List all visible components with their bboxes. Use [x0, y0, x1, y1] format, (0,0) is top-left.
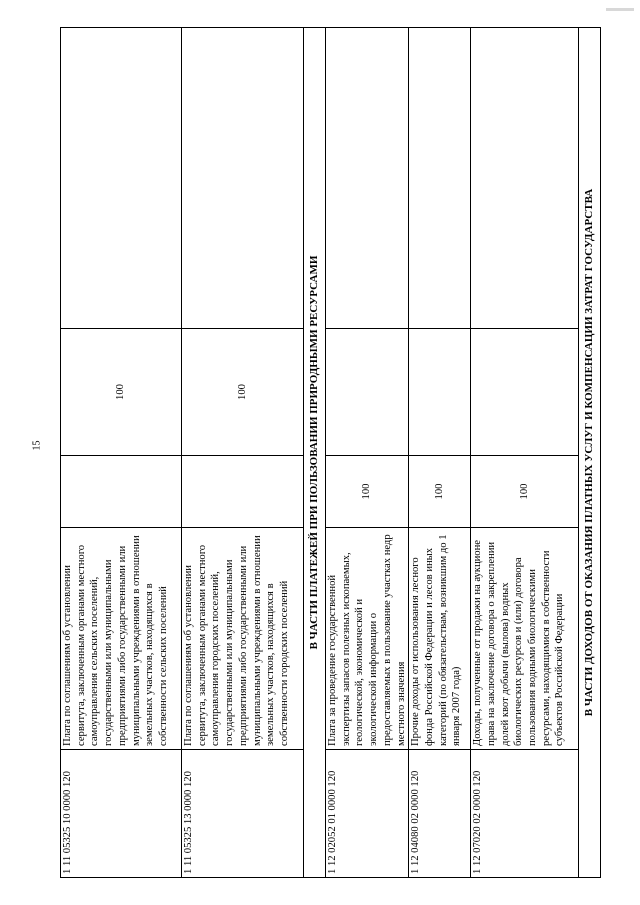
table-row: [61, 28, 182, 878]
revenue-description-cell: Доходы, полученные от продажи на аукционе права на заключение договора о закреплении долей квот добычи (вылова) водных биологических ресурсов и (или) договора пользования водными биологическими ресурсами, находящимися в собственности субъектов Российской Федерации: [471, 528, 579, 750]
share-cell-col4: 100: [182, 329, 304, 456]
section-title: В ЧАСТИ ДОХОДОВ ОТ ОКАЗАНИЯ ПЛАТНЫХ УСЛУГ И КОМПЕНСАЦИИ ЗАТРАТ ГОСУДАРСТВА: [579, 28, 601, 878]
share-cell-col3: [182, 456, 304, 528]
share-cell-col4: [471, 329, 579, 456]
section-title: В ЧАСТИ ПЛАТЕЖЕЙ ПРИ ПОЛЬЗОВАНИИ ПРИРОДНЫМИ РЕСУРСАМИ: [304, 28, 326, 878]
table-row: [326, 28, 409, 878]
share-cell-col3: 100: [326, 456, 409, 528]
share-cell-col5: [61, 28, 182, 329]
revenue-description-cell: Прочие доходы от использования лесного фонда Российской Федерации и лесов иных категорий (по обязательствам, возникшим до 1 января 2007 года): [409, 528, 471, 750]
table-row: [182, 28, 304, 878]
share-cell-col3: 100: [471, 456, 579, 528]
share-cell-col5: [182, 28, 304, 329]
share-cell-col5: [326, 28, 409, 329]
revenue-code-cell: 1 12 02052 01 0000 120: [326, 750, 409, 878]
revenue-code-cell: 1 11 05325 10 0000 120: [61, 750, 182, 878]
revenue-code-cell: 1 11 05325 13 0000 120: [182, 750, 304, 878]
revenue-code-cell: 1 12 07020 02 0000 120: [471, 750, 579, 878]
revenue-description-cell: Плата по соглашениям об установлении сервитута, заключенным органами местного самоуправления сельских поселений, государственными или муниципальными предприятиями либо государственными или муниципальными учреждениями в отношении земельных участков, находящихся в собственности сельских поселений: [61, 528, 182, 750]
share-cell-col5: [409, 28, 471, 329]
share-cell-col3: 100: [409, 456, 471, 528]
scan-artifact: [606, 8, 634, 11]
share-cell-col4: [326, 329, 409, 456]
share-cell-col4: [409, 329, 471, 456]
table-body: [61, 28, 601, 878]
revenue-description-cell: Плата за проведение государственной экспертизы запасов полезных ископаемых, геологической, экономической и экологической информации о предоставляемых в пользование участках недр местного значения: [326, 528, 409, 750]
share-cell-col3: [61, 456, 182, 528]
revenue-code-cell: 1 12 04080 02 0000 120: [409, 750, 471, 878]
share-cell-col5: [471, 28, 579, 329]
revenue-description-cell: Плата по соглашениям об установлении сервитута, заключенным органами местного самоуправления городских поселений, государственными или муниципальными предприятиями либо государственными или муниципальными учреждениями в отношении земельных участков, находящихся в собственности городских поселений: [182, 528, 304, 750]
section-header-row: [579, 28, 601, 878]
section-header-row: [304, 28, 326, 878]
share-cell-col4: 100: [61, 329, 182, 456]
table-row: [409, 28, 471, 878]
table-row: [471, 28, 579, 878]
revenue-table: [60, 27, 601, 878]
rotated-table-container: [60, 28, 595, 878]
page-number: 15: [31, 440, 43, 451]
